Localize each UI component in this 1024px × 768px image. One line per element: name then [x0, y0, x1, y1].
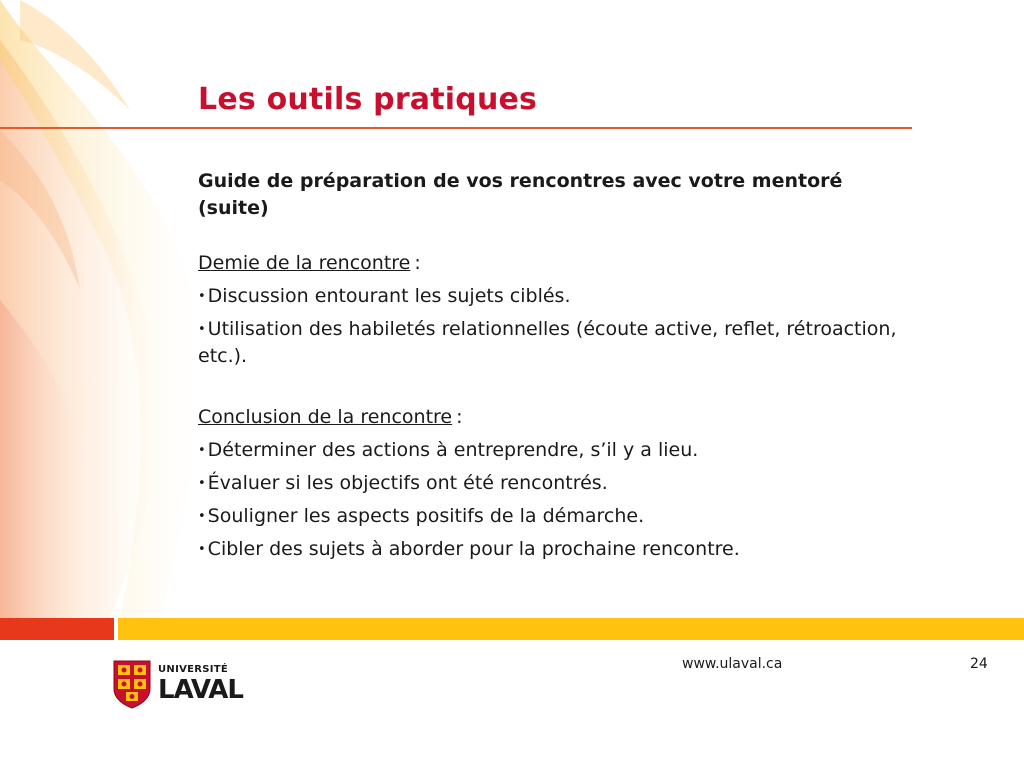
list-item-text: Souligner les aspects positifs de la démarche. [207, 505, 645, 527]
section-heading-colon: : [456, 406, 463, 428]
section-heading-demie [198, 250, 918, 277]
university-crest-icon [112, 659, 152, 709]
slide-title: Les outils pratiques [198, 82, 538, 117]
section-heading-colon: : [414, 252, 421, 274]
bullet-marker: • [198, 289, 206, 304]
footer-bar-yellow [118, 618, 1024, 640]
bullet-marker: • [198, 443, 206, 458]
slide-content [198, 168, 918, 569]
list-item-text: Utilisation des habiletés relationnelles (écoute active, reflet, rétroaction, etc.). [198, 318, 897, 367]
list-item [198, 283, 918, 310]
universite-laval-logo [112, 659, 243, 709]
bullet-list-demie [198, 283, 918, 370]
bullet-marker: • [198, 322, 206, 337]
title-underline-rule [0, 127, 912, 129]
list-item [198, 470, 918, 497]
section-heading-label: Conclusion de la rencontre [198, 406, 453, 428]
list-item-text: Cibler des sujets à aborder pour la prochaine rencontre. [207, 538, 740, 560]
list-item [198, 437, 918, 464]
list-item-text: Évaluer si les objectifs ont été rencontrés. [207, 472, 608, 494]
logo-wordmark [158, 665, 243, 703]
section-heading-label: Demie de la rencontre [198, 252, 411, 274]
slide-page-number: 24 [970, 656, 988, 672]
list-item [198, 503, 918, 530]
list-item-text: Discussion entourant les sujets ciblés. [207, 285, 571, 307]
section-heading-conclusion [198, 404, 918, 431]
list-item [198, 316, 918, 370]
list-item [198, 536, 918, 563]
website-url: www.ulaval.ca [682, 656, 783, 672]
bullet-marker: • [198, 476, 206, 491]
list-item-text: Déterminer des actions à entreprendre, s’il y a lieu. [207, 439, 699, 461]
bullet-marker: • [198, 542, 206, 557]
bullet-marker: • [198, 509, 206, 524]
bullet-list-conclusion [198, 437, 918, 563]
slide-subtitle: Guide de préparation de vos rencontres avec votre mentoré (suite) [198, 170, 843, 219]
footer-bar-red [0, 618, 114, 640]
logo-line-laval: LAVAL [158, 675, 243, 705]
logo-line-universite: UNIVERSITÉ [158, 664, 229, 675]
